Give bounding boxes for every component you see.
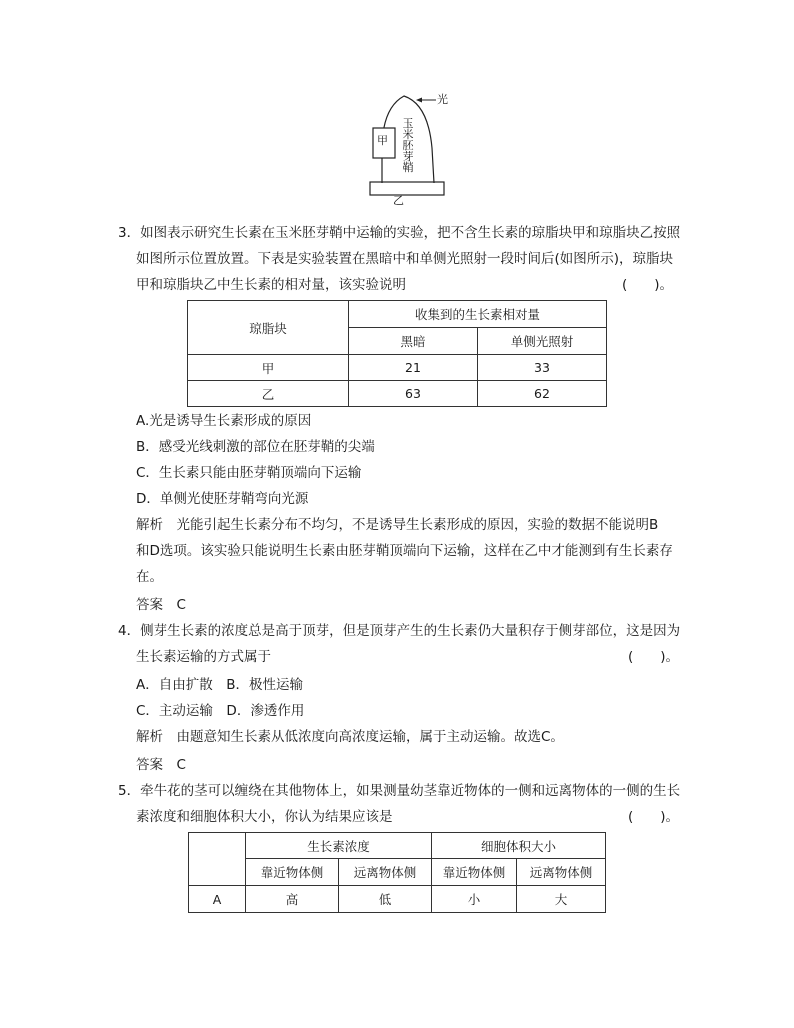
table-header-block: 琼脂块 (188, 301, 349, 355)
analysis-text: 解析 光能引起生长素分布不均匀，不是诱导生长素形成的原因，实验的数据不能说明B (136, 517, 659, 533)
table-row (188, 381, 607, 407)
coleoptile-char: 米 (402, 128, 414, 141)
analysis-text: 和D选项。该实验只能说明生长素由胚芽鞘顶端向下运输，这样在乙中才能测到有生长素存 (136, 543, 673, 559)
analysis-text: 在。 (136, 569, 163, 585)
option: D．单侧光使胚芽鞘弯向光源 (136, 491, 309, 507)
question-text: 如图所示位置放置。下表是实验装置在黑暗中和单侧光照射一段时间后(如图所示)，琼脂块 (136, 251, 674, 267)
coleoptile-char: 胚 (402, 139, 414, 152)
table-cell: 63 (349, 381, 478, 407)
table-cell: A (189, 886, 246, 913)
table-cell: 大 (517, 886, 606, 913)
table-cell: 小 (432, 886, 517, 913)
answer-text: 答案 C (136, 597, 186, 613)
option: A．自由扩散 B．极性运输 (136, 677, 303, 693)
coleoptile-char: 芽 (402, 150, 414, 163)
table-corner-cell (189, 833, 246, 886)
table-header-group: 细胞体积大小 (432, 833, 606, 859)
plant-table (188, 832, 606, 913)
table-subheader: 靠近物体侧 (246, 859, 339, 886)
table-cell: 21 (349, 355, 478, 381)
coleoptile-char: 玉 (402, 117, 414, 130)
coleoptile-char: 鞘 (402, 161, 414, 174)
option: C．主动运输 D．渗透作用 (136, 703, 305, 719)
option: C．生长素只能由胚芽鞘顶端向下运输 (136, 465, 362, 481)
table-cell: 低 (339, 886, 432, 913)
auxin-table (187, 300, 607, 407)
light-arrow-head (416, 98, 422, 103)
question-text: 素浓度和细胞体积大小，你认为结果应该是 (136, 809, 393, 825)
table-cell: 62 (478, 381, 607, 407)
option: A.光是诱导生长素形成的原因 (136, 413, 312, 429)
light-label: 光 (437, 93, 448, 106)
table-row (188, 355, 607, 381)
table-header-light: 单侧光照射 (478, 328, 607, 355)
table-row (189, 886, 606, 913)
question-text: 3．如图表示研究生长素在玉米胚芽鞘中运输的实验，把不含生长素的琼脂块甲和琼脂块乙按照 (118, 225, 681, 241)
question-text: 5．牵牛花的茎可以缠绕在其他物体上，如果测量幼茎靠近物体的一侧和远离物体的一侧的生长 (118, 783, 681, 799)
table-cell: 乙 (188, 381, 349, 407)
block-a-label: 甲 (377, 134, 388, 147)
answer-parentheses: ( )。 (628, 809, 680, 825)
table-cell: 高 (246, 886, 339, 913)
question-text: 生长素运输的方式属于 (136, 649, 271, 665)
coleoptile-label (402, 118, 414, 173)
answer-parentheses: ( )。 (622, 277, 674, 293)
table-header-group: 生长素浓度 (246, 833, 432, 859)
block-b-shape (370, 182, 444, 195)
answer-text: 答案 C (136, 757, 186, 773)
table-cell: 甲 (188, 355, 349, 381)
table-header-group: 收集到的生长素相对量 (349, 301, 607, 328)
question-text: 4．侧芽生长素的浓度总是高于顶芽，但是顶芽产生的生长素仍大量积存于侧芽部位，这是因为 (118, 623, 681, 639)
table-subheader: 远离物体侧 (517, 859, 606, 886)
question-text: 甲和琼脂块乙中生长素的相对量，该实验说明 (136, 277, 406, 293)
block-b-label: 乙 (393, 194, 404, 207)
table-subheader: 远离物体侧 (339, 859, 432, 886)
table-cell: 33 (478, 355, 607, 381)
answer-parentheses: ( )。 (628, 649, 680, 665)
table-subheader: 靠近物体侧 (432, 859, 517, 886)
table-header-dark: 黑暗 (349, 328, 478, 355)
analysis-text: 解析 由题意知生长素从低浓度向高浓度运输，属于主动运输。故选C。 (136, 729, 564, 745)
option: B．感受光线刺激的部位在胚芽鞘的尖端 (136, 439, 375, 455)
